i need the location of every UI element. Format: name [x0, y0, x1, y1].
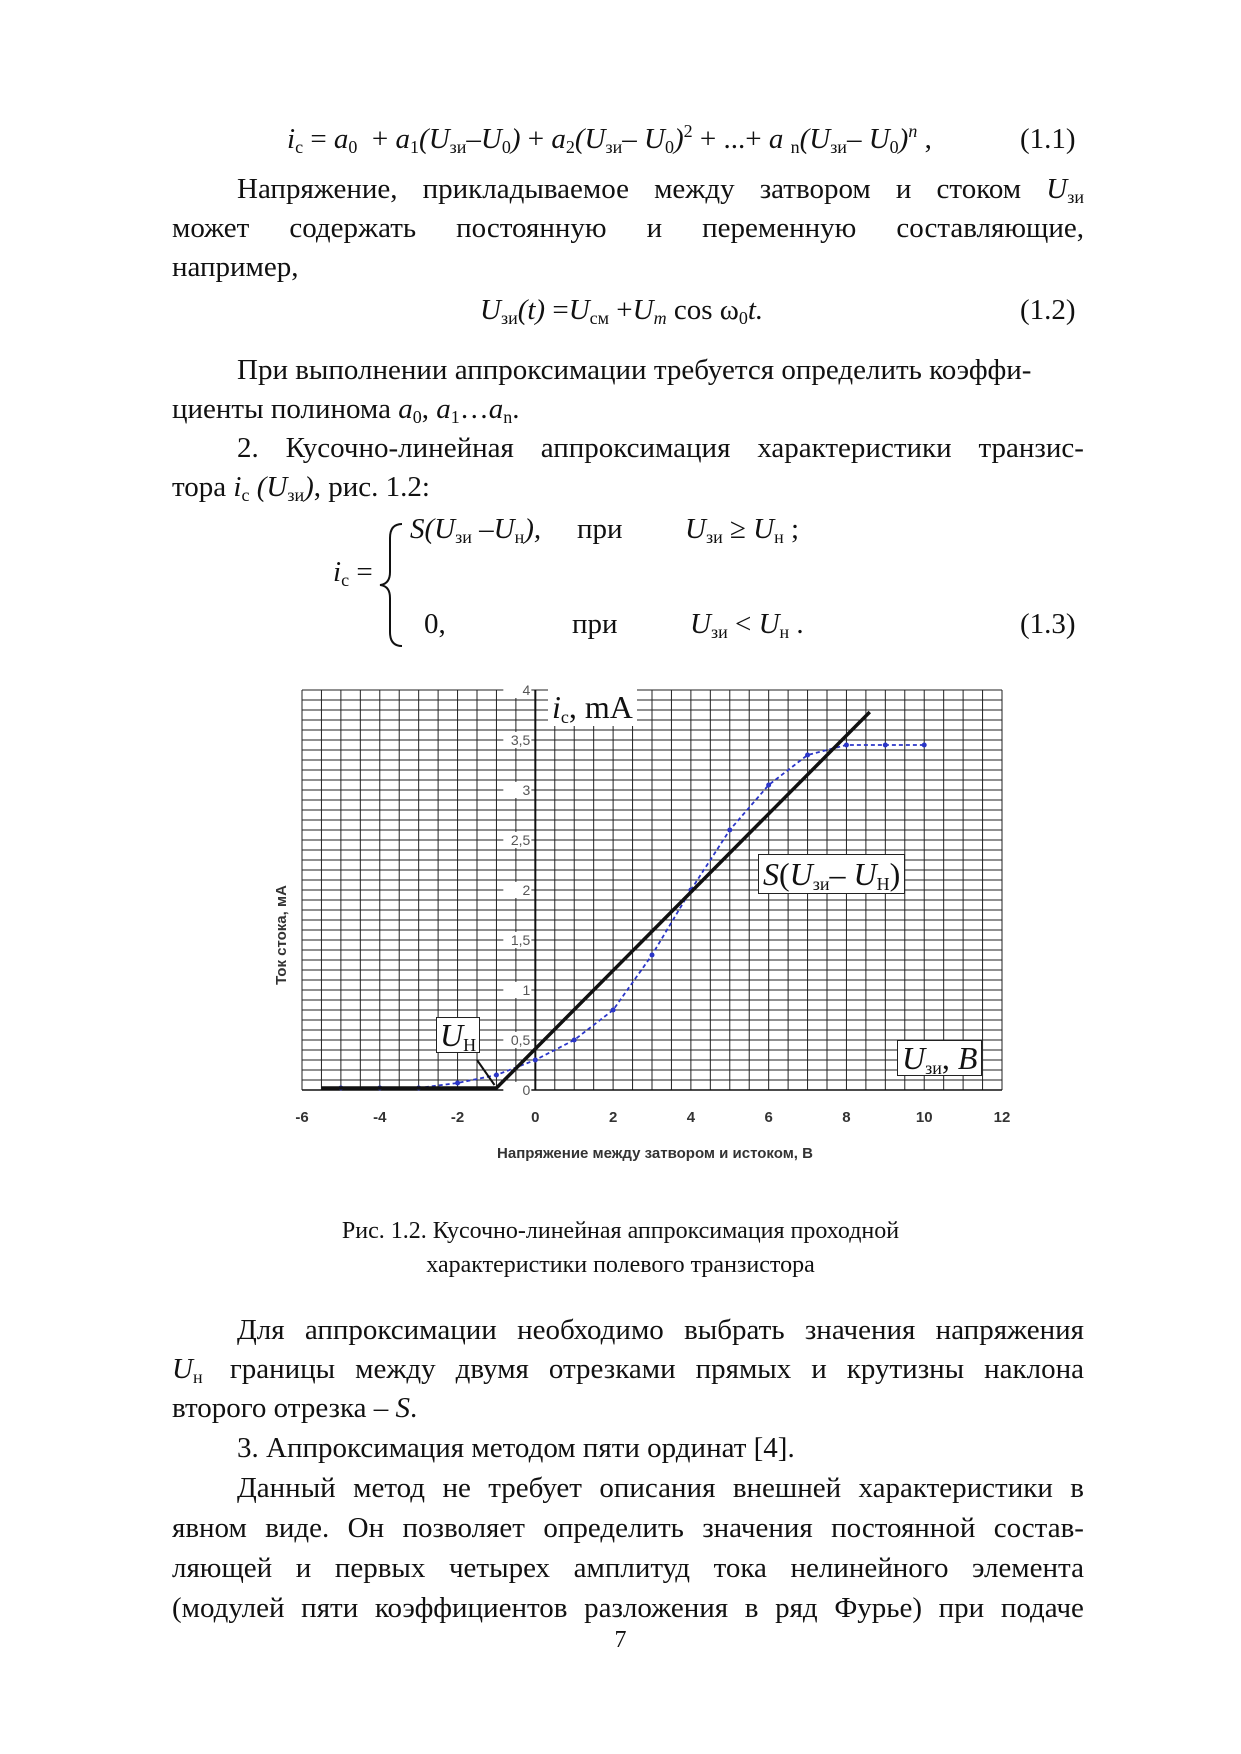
equation-1-3-case1: $S(U_{зи}$ $-U_н$),: [410, 513, 542, 547]
paragraph-piecewise-line2: тора $i_с$ $(U_{зи})$, рис. 1.2:: [172, 471, 430, 505]
paragraph-voltage-line3: например,: [172, 251, 299, 283]
paragraph-voltage-line2: может содержать постоянную и переменную составляющие,: [172, 212, 1084, 244]
x-tick-label: -6: [295, 1109, 309, 1126]
paragraph-piecewise-line1: 2. Кусочно-линейная аппроксимация характеристики транзис-: [237, 432, 1084, 464]
un-arrow: [477, 1060, 495, 1085]
data-point: [455, 1081, 460, 1086]
y-tick-label: 4: [522, 682, 531, 698]
paragraph-method-line3: ляющей и первых четырех амплитуд тока нелинейного элемента: [172, 1552, 1084, 1584]
y-tick-label: 1: [522, 982, 531, 998]
annotation-ic: $i_с$, mA: [548, 688, 637, 726]
data-point: [494, 1073, 499, 1078]
y-tick-label: 1,5: [510, 932, 531, 948]
x-tick-label: -2: [450, 1109, 465, 1126]
data-point: [611, 1008, 616, 1013]
paragraph-choose-line2: $U_н$ границы между двумя отрезками прямых и крутизны наклона: [172, 1353, 1084, 1387]
data-point: [766, 783, 771, 788]
paragraph-five-ordinates-title: 3. Аппроксимация методом пяти ординат [4].: [237, 1432, 795, 1464]
equation-1-2: $U_{зи}(t) =U_{см} +U_m$ $\cos \omega_0t$.: [480, 294, 764, 328]
paragraph-approx-line2: циенты полинома $a_0$, $a_1\dots a_n$.: [172, 393, 520, 427]
x-tick-label: 2: [608, 1109, 618, 1126]
y-tick-label: 0,5: [510, 1032, 531, 1048]
x-tick-label: 4: [686, 1109, 696, 1126]
data-point: [727, 828, 732, 833]
data-point: [922, 743, 927, 748]
transfer-characteristic-chart: [260, 670, 1020, 1190]
y-tick-label: 2,5: [510, 832, 531, 848]
equation-1-3-cond1-word: при: [577, 513, 623, 545]
paragraph-method-line4: (модулей пяти коэффициентов разложения в ряд Фурье) при подаче: [172, 1592, 1084, 1624]
figure-caption-line1: Рис. 1.2. Кусочно-линейная аппроксимация проходной: [341, 1218, 900, 1244]
equation-1-3-case2: 0,: [424, 608, 446, 640]
paragraph-choose-line1: Для аппроксимации необходимо выбрать значения напряжения: [237, 1314, 1084, 1346]
equation-1-3-lhs: $i_с$ =: [333, 556, 373, 590]
equation-number-1-2: (1.2): [1020, 294, 1076, 326]
x-tick-label: 6: [764, 1109, 773, 1126]
equation-1-3-cond1: $U_{зи} \ge U_н$ ;: [685, 513, 800, 547]
y-tick-label: 3,5: [510, 732, 531, 748]
paragraph-approx-line1: При выполнении аппроксимации требуется определить коэффи-: [237, 354, 1032, 386]
paragraph-method-line1: Данный метод не требует описания внешней характеристики в: [237, 1472, 1084, 1504]
chart-series: [321, 712, 926, 1091]
equation-number-1-1: (1.1): [1020, 123, 1076, 155]
annotation-un: $U_Н$: [436, 1017, 480, 1053]
annotation-s-formula: $S(U_{зи}-$ $U_Н$): [758, 854, 905, 894]
paragraph-voltage-line1: Напряжение, прикладываемое между затвором и стоком $U_{зи}$: [237, 173, 1084, 207]
equation-1-3-cond2-word: при: [572, 608, 618, 640]
x-tick-label: -4: [373, 1109, 387, 1126]
equation-1-3-cond2: $U_{зи} < U_н$ .: [690, 608, 804, 642]
x-axis-label: Напряжение между затвором и истоком, В: [497, 1145, 813, 1162]
y-tick-labels: [503, 682, 531, 1098]
x-tick-label: 0: [531, 1109, 540, 1126]
annotation-uzi: $U_{зи}$, В: [897, 1040, 982, 1076]
data-point: [533, 1058, 538, 1063]
x-tick-label: 12: [993, 1109, 1011, 1126]
figure-caption-line2: характеристики полевого транзистора: [426, 1252, 815, 1278]
paragraph-method-line2: явном виде. Он позволяет определить значения постоянной состав-: [172, 1512, 1084, 1544]
data-point: [844, 743, 849, 748]
data-point: [805, 753, 810, 758]
equation-1-1: $i_с = a_0 + a_1(U_{зи}-U_0) + a_2(U_{зи}-$ $U_0)^2$ + ...+ a $_n(U_{зи}-$ $U_0)^n$ ,: [287, 121, 932, 157]
x-tick-label: 8: [842, 1109, 851, 1126]
y-tick-label: 2: [522, 882, 531, 898]
data-point: [572, 1038, 577, 1043]
paragraph-choose-line3: второго отрезка – S.: [172, 1392, 418, 1424]
y-axis-label: Ток стока, мА: [273, 885, 290, 985]
y-tick-label: 0: [522, 1082, 531, 1098]
data-point: [883, 743, 888, 748]
x-tick-labels: [295, 1109, 1010, 1126]
curly-brace: [376, 520, 406, 650]
page-number: 7: [614, 1627, 627, 1653]
equation-number-1-3: (1.3): [1020, 608, 1076, 640]
x-tick-label: 10: [915, 1109, 933, 1126]
data-point: [650, 953, 655, 958]
y-tick-label: 3: [522, 782, 531, 798]
